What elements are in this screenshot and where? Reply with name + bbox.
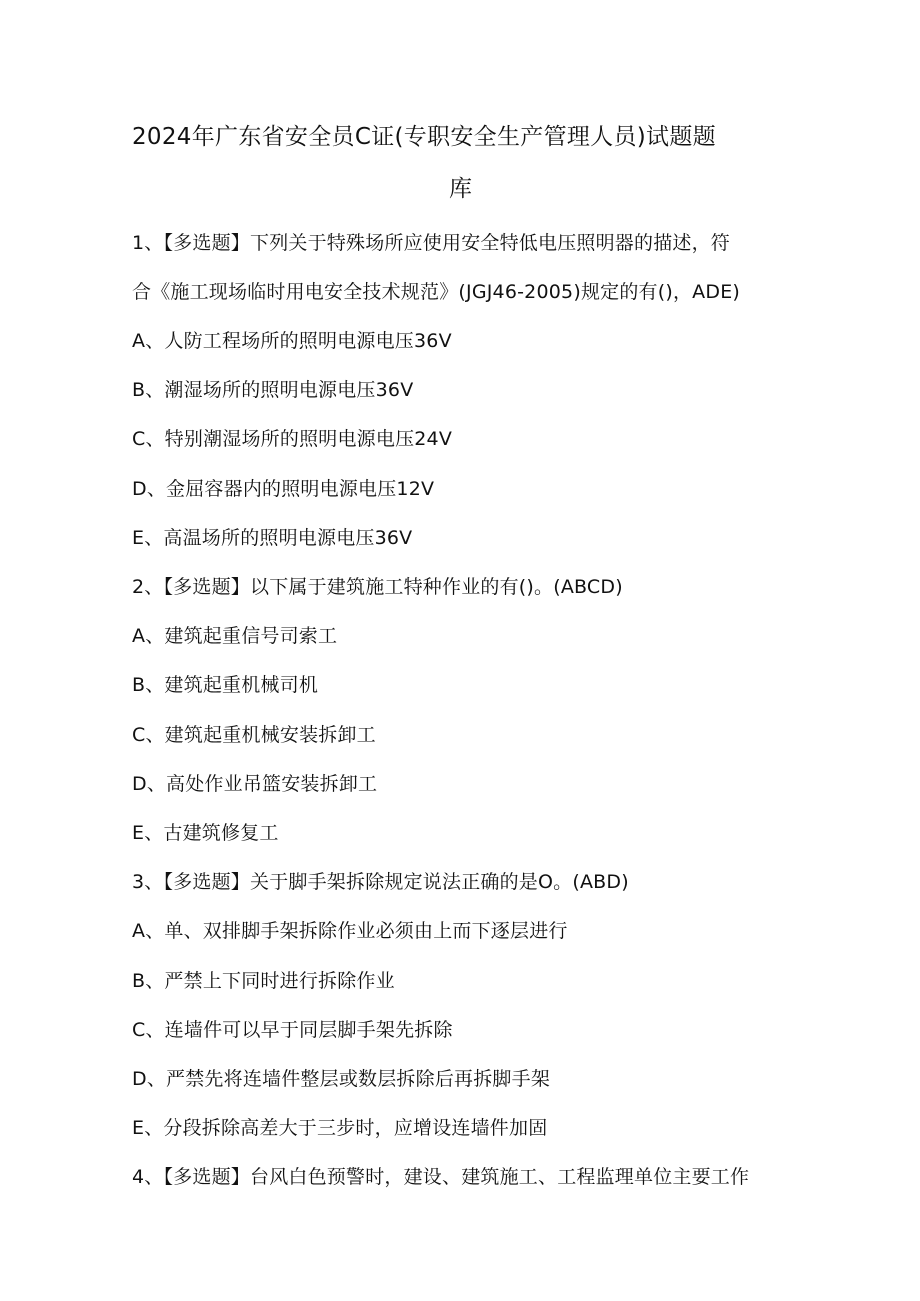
option-text: C、连墙件可以早于同层脚手架先拆除 [132,1019,453,1041]
question-3-stem: 3、【多选题】关于脚手架拆除规定说法正确的是O。(ABD) [132,871,629,893]
question-1-stem: 1、【多选题】下列关于特殊场所应使用安全特低电压照明器的描述，符 [132,232,730,254]
option-text: B、潮湿场所的照明电源电压36V [132,379,414,401]
option-text: E、高温场所的照明电源电压36V [132,527,413,549]
option-text: D、严禁先将连墙件整层或数层拆除后再拆脚手架 [132,1068,551,1090]
option-text: C、特别潮湿场所的照明电源电压24V [132,428,453,450]
option-text: E、分段拆除高差大于三步时，应增设连墙件加固 [132,1117,548,1139]
document-title: 2024年广东省安全员C证(专职安全生产管理人员)试题题 [132,124,716,150]
document-title-continued: 库 [449,176,473,202]
option-text: A、单、双排脚手架拆除作业必须由上而下逐层进行 [132,920,568,942]
option-text: D、高处作业吊篮安装拆卸工 [132,773,378,795]
option-text: B、严禁上下同时进行拆除作业 [132,970,395,992]
question-4-stem: 4、【多选题】台风白色预警时，建设、建筑施工、工程监理单位主要工作 [132,1166,750,1188]
option-text: E、古建筑修复工 [132,822,279,844]
option-text: C、建筑起重机械安装拆卸工 [132,724,376,746]
question-1-stem-continued: 合《施工现场临时用电安全技术规范》(JGJ46-2005)规定的有()，ADE) [132,281,741,303]
question-2-stem: 2、【多选题】以下属于建筑施工特种作业的有()。(ABCD) [132,576,623,598]
option-text: A、建筑起重信号司索工 [132,625,338,647]
option-text: D、金屈容器内的照明电源电压12V [132,478,435,500]
option-text: B、建筑起重机械司机 [132,674,319,696]
option-text: A、人防工程场所的照明电源电压36V [132,330,452,352]
